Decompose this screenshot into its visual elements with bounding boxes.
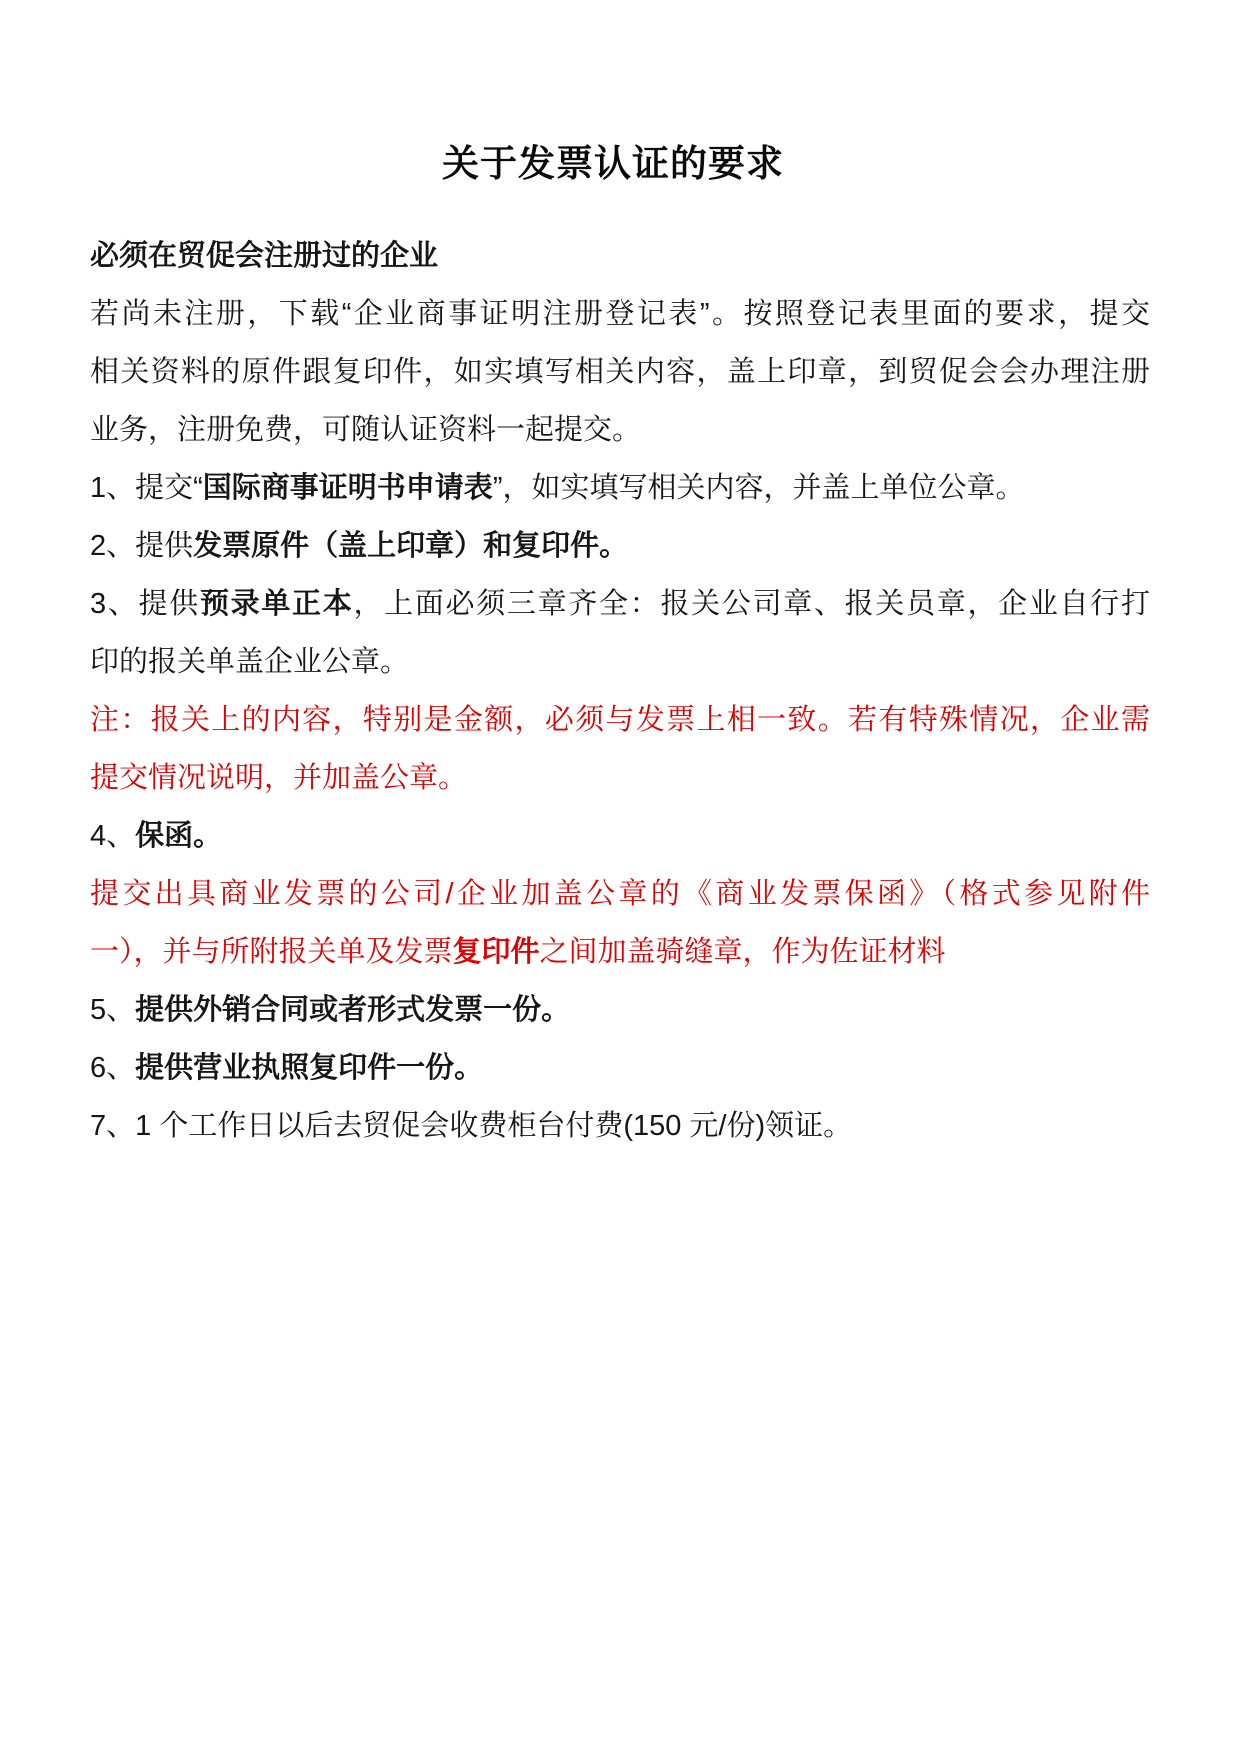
paragraph-item-3 [90, 575, 1150, 691]
text-run: 业务，注册免费，可随认证资料一起提交。 [90, 414, 642, 446]
text-line [90, 401, 1150, 459]
text-line [90, 923, 1150, 981]
text-line [90, 517, 1150, 575]
paragraph-declaration-note-red [90, 691, 1150, 807]
text-run: 必须在贸促会注册过的企业 [90, 240, 439, 272]
text-line [90, 691, 1150, 749]
text-run: 若尚未注册，下载“企业商事证明注册登记表”。按照登记表里面的要求，提交 [90, 298, 1150, 330]
text-line [90, 285, 1150, 343]
text-run: 发票原件（盖上印章）和复印件。 [193, 530, 629, 562]
text-line [90, 343, 1150, 401]
text-line [90, 459, 1150, 517]
document-body [90, 227, 1150, 1155]
text-run: ”，如实填写相关内容，并盖上单位公章。 [492, 472, 1025, 504]
text-run: 预录单正本 [199, 588, 354, 620]
text-run: 相关资料的原件跟复印件，如实填写相关内容，盖上印章，到贸促会会办理注册 [90, 356, 1150, 388]
text-run: 国际商事证明书申请表 [202, 472, 493, 504]
text-line [90, 865, 1150, 923]
paragraph-item-1 [90, 459, 1150, 517]
text-line [90, 1039, 1150, 1097]
text-run: 提供外销合同或者形式发票一份。 [135, 994, 571, 1026]
text-run: 一），并与所附报关单及发票 [90, 936, 453, 968]
text-run: 之间加盖骑缝章，作为佐证材料 [539, 936, 946, 968]
text-run: 1、提交“ [90, 472, 203, 504]
text-run: 7、1 个工作日以后去贸促会收费柜台付费(150 元/份)领证。 [90, 1110, 853, 1142]
text-run: 3、提供 [90, 588, 200, 620]
paragraph-item-5 [90, 981, 1150, 1039]
text-run: 印的报关单盖企业公章。 [90, 646, 410, 678]
text-line [90, 227, 1150, 285]
text-run: 4、 [90, 820, 136, 852]
paragraph-item-6 [90, 1039, 1150, 1097]
text-run: 5、 [90, 994, 136, 1026]
text-run: 提交情况说明，并加盖公章。 [90, 762, 468, 794]
text-run: 提供营业执照复印件一份。 [135, 1052, 484, 1084]
text-run: 注：报关上的内容，特别是金额，必须与发票上相一致。若有特殊情况，企业需 [90, 704, 1150, 736]
text-run: 6、 [90, 1052, 136, 1084]
text-run: 复印件 [452, 936, 540, 968]
paragraph-item-4 [90, 807, 1150, 865]
text-line [90, 1097, 1150, 1155]
text-run: 2、提供 [90, 530, 194, 562]
text-line [90, 749, 1150, 807]
text-line [90, 575, 1150, 633]
paragraph-guarantee-letter-red [90, 865, 1150, 981]
paragraph-must-register-heading [90, 227, 1150, 285]
text-line [90, 633, 1150, 691]
paragraph-item-7 [90, 1097, 1150, 1155]
text-run: ，上面必须三章齐全：报关公司章、报关员章，企业自行打 [353, 588, 1150, 620]
text-run: 提交出具商业发票的公司/企业加盖公章的《商业发票保函》（格式参见附件 [90, 878, 1150, 910]
text-line [90, 807, 1150, 865]
paragraph-item-2 [90, 517, 1150, 575]
paragraph-registration-intro [90, 285, 1150, 459]
text-line [90, 981, 1150, 1039]
text-run: 保函。 [135, 820, 223, 852]
document-title: 关于发票认证的要求 [442, 143, 784, 184]
